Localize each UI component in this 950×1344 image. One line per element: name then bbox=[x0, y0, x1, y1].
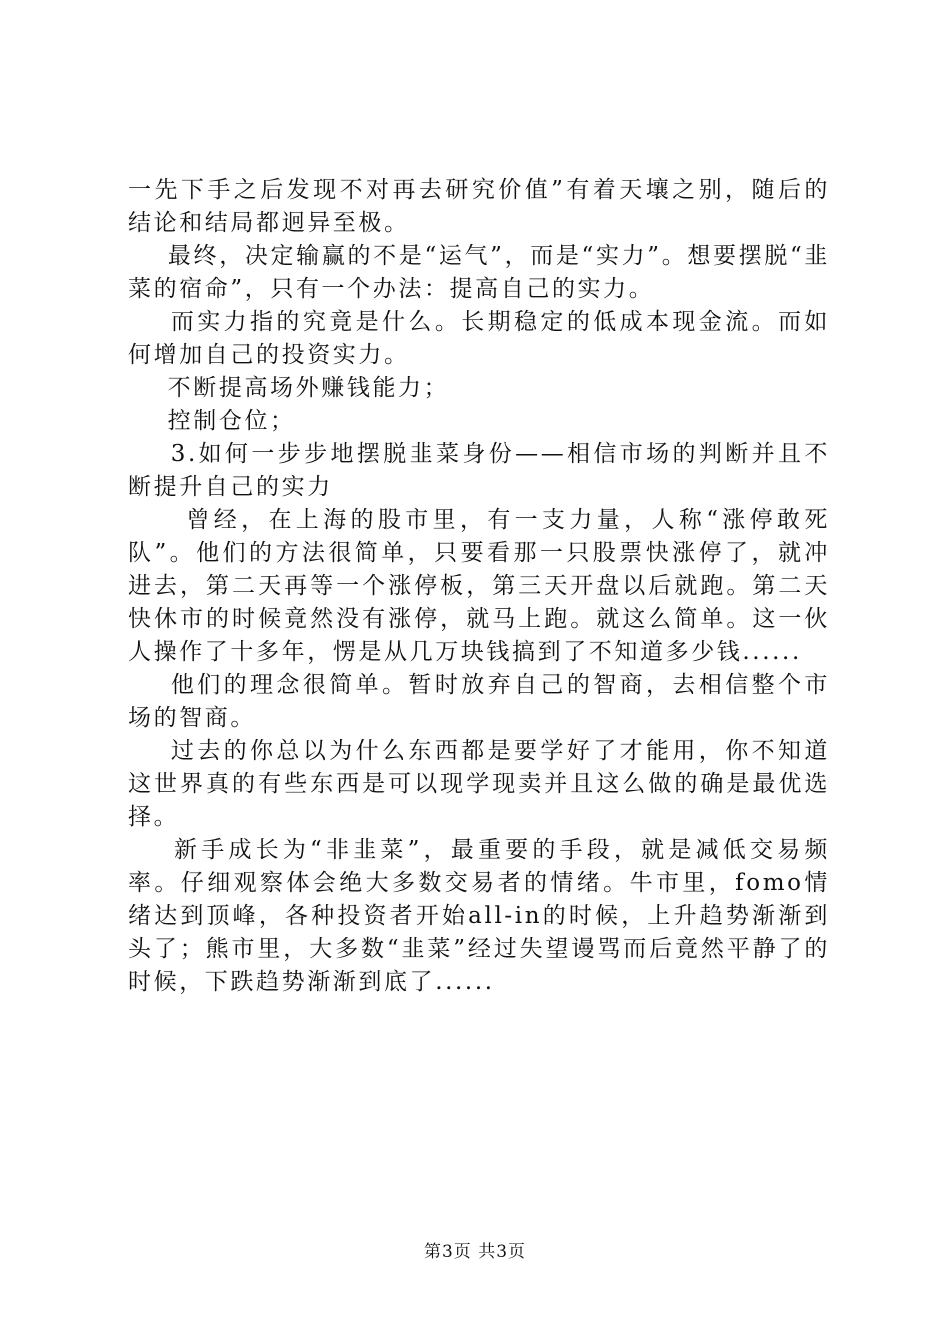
page-footer: 第3页 共3页 bbox=[423, 1242, 527, 1262]
paragraph-3: 而实力指的究竟是什么。长期稳定的低成本现金流。而如何增加自己的投资实力。 bbox=[128, 309, 830, 368]
document-body bbox=[128, 174, 830, 999]
paragraph-9: 过去的你总以为什么东西都是要学好了才能用，你不知道这世界真的有些东西是可以现学现卖并且这么做的确是最优选择。 bbox=[128, 738, 830, 830]
paragraph-5: 控制仓位； bbox=[128, 408, 296, 434]
paragraph-10: 新手成长为“非韭菜”，最重要的手段，就是减低交易频率。仔细观察体会绝大多数交易者的情绪。牛市里，fomo情绪达到顶峰，各种投资者开始all-in的时候，上升趋势渐渐到头了；熊市里，大多数“韭菜”经过失望谩骂而后竟然平静了的时候，下跌趋势渐渐到底了...... bbox=[128, 837, 830, 995]
paragraph-8: 他们的理念很简单。暂时放弃自己的智商，去相信整个市场的智商。 bbox=[128, 672, 830, 731]
paragraph-4: 不断提高场外赚钱能力； bbox=[128, 375, 450, 401]
paragraph-7: 曾经，在上海的股市里，有一支力量，人称“涨停敢死队”。他们的方法很简单，只要看那一只股票快涨停了，就冲进去，第二天再等一个涨停板，第三天开盘以后就跑。第二天快休市的时候竟然没有涨停，就马上跑。就这么简单。这一伙人操作了十多年，愣是从几万块钱搞到了不知道多少钱...... bbox=[128, 507, 830, 665]
paragraph-2: 最终，决定输赢的不是“运气”，而是“实力”。想要摆脱“韭菜的宿命”，只有一个办法：提高自己的实力。 bbox=[128, 243, 830, 302]
paragraph-1: 一先下手之后发现不对再去研究价值”有着天壤之别，随后的结论和结局都迥异至极。 bbox=[128, 177, 830, 236]
section-heading: 3.如何一步步地摆脱韭菜身份——相信市场的判断并且不断提升自己的实力 bbox=[128, 441, 830, 500]
